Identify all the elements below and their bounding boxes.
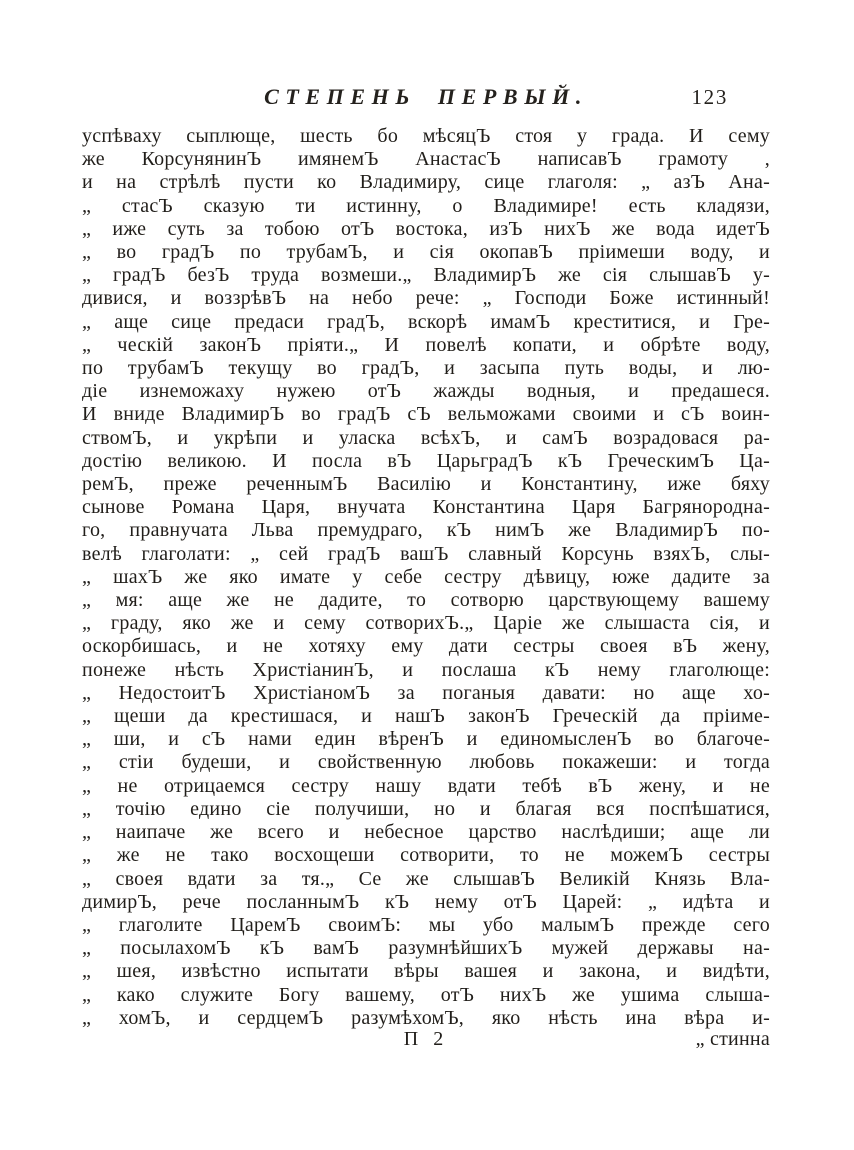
running-head (82, 84, 770, 114)
text-line: „ посылахомЪ кЪ вамЪ разумнѣйшихЪ мужей державы на- (82, 937, 770, 960)
text-line: „ шея, извѣстно испытати вѣры вашея и закона, и видѣти, (82, 960, 770, 983)
page-footer (82, 1028, 770, 1054)
text-line: „ хомЪ, и сердцемЪ разумѣхомЪ, яко нѣсть ина вѣра и- (82, 1006, 770, 1029)
text-line: „ градЪ безЪ труда возмеши.„ ВладимирЪ же сія слышавЪ у- (82, 264, 770, 287)
text-line: „ своея вдати за тя.„ Се же слышавЪ Великій Князь Вла- (82, 867, 770, 890)
text-line: „ граду, яко же и сему сотворихЪ.„ Царіе же слышаста сія, и (82, 612, 770, 635)
text-line: велѣ глаголати: „ сей градЪ вашЪ славный Корсунь взяхЪ, слы- (82, 542, 770, 565)
text-line: „ глаголите ЦаремЪ своимЪ: мы убо малымЪ прежде сего (82, 913, 770, 936)
text-line: „ щеши да крестишася, и нашЪ законЪ Греческій да пріиме- (82, 705, 770, 728)
text-line: „ мя: аще же не дадите, то сотворю царствующему вашему (82, 589, 770, 612)
text-line: и на стрѣлѣ пусти ко Владимиру, сице глаголя: „ азЪ Ана- (82, 171, 770, 194)
page-title: СТЕПЕНЬ ПЕРВЫЙ. (264, 84, 588, 109)
text-line: діе изнеможаху нужею отЪ жажды водныя, и предашеся. (82, 380, 770, 403)
text-line: дивися, и воззрѣвЪ на небо рече: „ Господи Боже истинный! (82, 287, 770, 310)
text-line: „ не отрицаемся сестру нашу вдати тебѣ вЪ жену, и не (82, 774, 770, 797)
text-line: „ иже суть за тобою отЪ востока, изЪ нихЪ же вода идетЪ (82, 217, 770, 240)
text-line: „ наипаче же всего и небесное царство наслѣдиши; аще ли (82, 821, 770, 844)
text-line: ремЪ, преже реченнымЪ Василію и Константину, иже бяху (82, 473, 770, 496)
text-line: „ стіи будеши, и свойственную любовь покажеши: и тогда (82, 751, 770, 774)
text-line: „ ческій законЪ пріяти.„ И повелѣ копати, и обрѣте воду, (82, 333, 770, 356)
catchword: „ стинна (695, 1028, 770, 1050)
text-line: сынове Романа Царя, внучата Константина Царя Багрянородна- (82, 496, 770, 519)
page-number: 123 (691, 85, 728, 109)
text-line: „ НедостоитЪ ХристіаномЪ за поганыя давати: но аще хо- (82, 681, 770, 704)
text-line: „ во градЪ по трубамЪ, и сія окопавЪ пріимеши воду, и (82, 241, 770, 264)
text-line: „ точію едино сіе получиши, но и благая вся поспѣшатися, (82, 797, 770, 820)
text-line: го, правнучата Льва премудраго, кЪ нимЪ же ВладимирЪ по- (82, 519, 770, 542)
text-line: димирЪ, рече посланнымЪ кЪ нему отЪ Царей: „ идѣта и (82, 890, 770, 913)
text-line: „ ши, и сЪ нами един вѣренЪ и единомысленЪ во благоче- (82, 728, 770, 751)
signature-mark: П 2 (403, 1028, 449, 1050)
text-line: оскорбишась, и не хотяху ему дати сестры своея вЪ жену, (82, 635, 770, 658)
text-line: успѣваху сыплюще, шесть бо мѣсяцЪ стоя у града. И сему (82, 125, 770, 147)
text-line: понеже нѣсть ХристіанинЪ, и послаша кЪ нему глаголюще: (82, 658, 770, 681)
text-line: И вниде ВладимирЪ во градЪ сЪ вельможами своими и сЪ воин- (82, 403, 770, 426)
text-line: „ аще сице предаси градЪ, вскорѣ имамЪ креститися, и Гре- (82, 310, 770, 333)
text-line: „ шахЪ же яко имате у себе сестру дѣвицу, юже дадите за (82, 565, 770, 588)
text-line: достію великою. И посла вЪ ЦарьградЪ кЪ ГреческимЪ Ца- (82, 449, 770, 472)
text-line: по трубамЪ текущу во градЪ, и засыпа путь воды, и лю- (82, 357, 770, 380)
body-text (82, 125, 770, 1030)
text-line: „ стасЪ сказую ти истинну, о Владимире! есть кладязи, (82, 194, 770, 217)
text-line: „ же не тако восхощеши сотворити, то не можемЪ сестры (82, 844, 770, 867)
text-line: „ како служите Богу вашему, отЪ нихЪ же ушима слыша- (82, 983, 770, 1006)
text-line: же КорсунянинЪ имянемЪ АнастасЪ написавЪ грамоту , (82, 148, 770, 171)
text-line: ствомЪ, и укрѣпи и уласка всѣхЪ, и самЪ возрадовася ра- (82, 426, 770, 449)
